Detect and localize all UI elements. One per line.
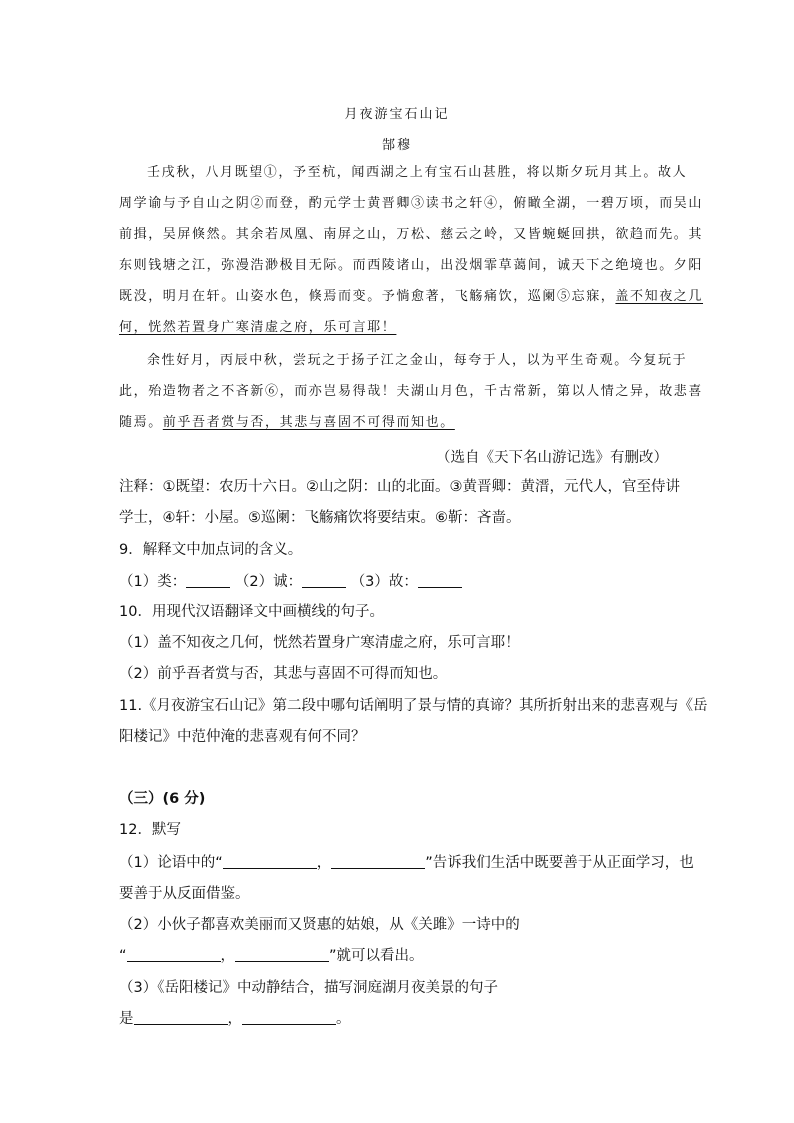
para1-line-5 [119, 287, 703, 307]
q12-3-blank-1[interactable] [134, 1010, 228, 1025]
q12-2-comma: ， [220, 948, 236, 964]
q12-3-period: 。 [336, 1011, 351, 1027]
q12-3-comma: ， [227, 1011, 242, 1027]
notes-line-2: 学士，④轩：小屋。⑤巡阑：飞觞痛饮将要结束。⑥靳：吝啬。 [119, 510, 521, 526]
underlined-sentence-1a: 盖不知夜之几 [615, 289, 704, 304]
question-9-items [119, 572, 462, 592]
passage-title: 月夜游宝石山记 [344, 107, 450, 122]
q12-1-blank-2[interactable] [331, 854, 425, 869]
q9-item-2-label: （2）诚： [234, 574, 303, 590]
q9-blank-3[interactable] [418, 573, 462, 588]
para2-line-3 [119, 413, 455, 433]
q12-3-prefix: 是 [119, 1011, 134, 1027]
q12-2-blank-1[interactable] [127, 947, 221, 962]
question-10-item-1: （1）盖不知夜之几何，恍然若置身广寒清虚之府，乐可言耶！ [119, 635, 520, 651]
para1-line-2: 周学谕与予自山之阴②而登，酌元学士黄晋卿③读书之轩④，俯瞰全湖，一碧万顷，而吴山 [119, 196, 704, 211]
q12-2-suffix: ”就可以看出。 [329, 948, 424, 964]
q12-3-blank-2[interactable] [242, 1010, 336, 1025]
question-12-item-1-cont: 要善于从反面借鉴。 [119, 886, 250, 902]
passage-author: 郜穆 [381, 138, 412, 153]
question-11-line-2: 阳楼记》中范仲淹的悲喜观有何不同？ [119, 729, 366, 745]
q9-item-3-label: （3）故： [350, 574, 418, 590]
question-12-item-2-answer [119, 946, 424, 966]
para1-line-3: 前揖，吴屏倏然。其余若凤凰、南屏之山，万松、慈云之岭，又皆蜿蜒回拱，欲趋而先。其 [119, 227, 704, 242]
q12-1-blank-1[interactable] [223, 854, 317, 869]
notes-line-1: 注释：①既望：农历十六日。②山之阴：山的北面。③黄晋卿：黄溍，元代人，官至侍讲 [119, 479, 680, 495]
q12-1-prefix: （1）论语中的“ [119, 855, 223, 871]
q9-item-1-label: （1）类： [119, 574, 187, 590]
para1-line-1: 壬戌秋，八月既望①，予至杭，闻西湖之上有宝石山甚胜，将以斯夕玩月其上。故人 [147, 165, 688, 180]
question-10: 10．用现代汉语翻译文中画横线的句子。 [119, 604, 384, 620]
underlined-sentence-1b: 何，恍然若置身广寒清虚之府，乐可言耶！ [119, 320, 397, 335]
question-12-item-2: （2）小伙子都喜欢美丽而又贤惠的姑娘，从《关雎》一诗中的 [119, 917, 520, 933]
question-9: 9．解释文中加点词的含义。 [119, 542, 303, 558]
para2-line-2: 此，殆造物者之不吝新⑥，而亦岂易得哉！夫湖山月色，千古常新，第以人情之异，故悲喜 [119, 384, 704, 399]
source-citation: （选自《天下名山游记选》有删改） [436, 450, 668, 466]
q12-1-comma: ， [316, 855, 332, 871]
question-12-item-3-answer [119, 1009, 351, 1029]
para1-line-4: 东则钱塘之江，弥漫浩渺极目无际。而西陵诸山，出没烟霏草蔼间，诚天下之绝境也。夕阳 [119, 258, 704, 273]
underlined-sentence-2: 前乎吾者赏与否，其悲与喜固不可得而知也。 [162, 415, 455, 430]
q9-blank-2[interactable] [302, 573, 346, 588]
q12-2-blank-2[interactable] [235, 947, 329, 962]
section-3-heading: （三）(6 分) [119, 791, 206, 807]
question-11-line-1: 11.《月夜游宝石山记》第二段中哪句话阐明了景与情的真谛？其所折射出来的悲喜观与《岳 [119, 698, 708, 714]
para2-line-3-text: 随焉。 [119, 415, 163, 430]
question-12: 12．默写 [119, 822, 181, 838]
para1-line-6 [119, 318, 396, 338]
para2-line-1: 余性好月，丙辰中秋，尝玩之于扬子江之金山，每夸于人，以为平生奇观。今复玩于 [147, 353, 688, 368]
q9-blank-1[interactable] [186, 573, 230, 588]
question-12-item-3: （3）《岳阳楼记》中动静结合，描写洞庭湖月夜美景的句子 [119, 980, 498, 996]
q12-2-open-quote: “ [119, 948, 127, 964]
question-10-item-2: （2）前乎吾者赏与否，其悲与喜固不可得而知也。 [119, 666, 448, 682]
para1-line-5-text: 既没，明月在轩。山姿水色，倏焉而变。予惝愈著，飞觞痛饮，巡阑⑤忘寐， [119, 289, 616, 304]
question-12-item-1 [119, 853, 694, 873]
q12-1-suffix: ”告诉我们生活中既要善于从正面学习，也 [425, 855, 694, 871]
